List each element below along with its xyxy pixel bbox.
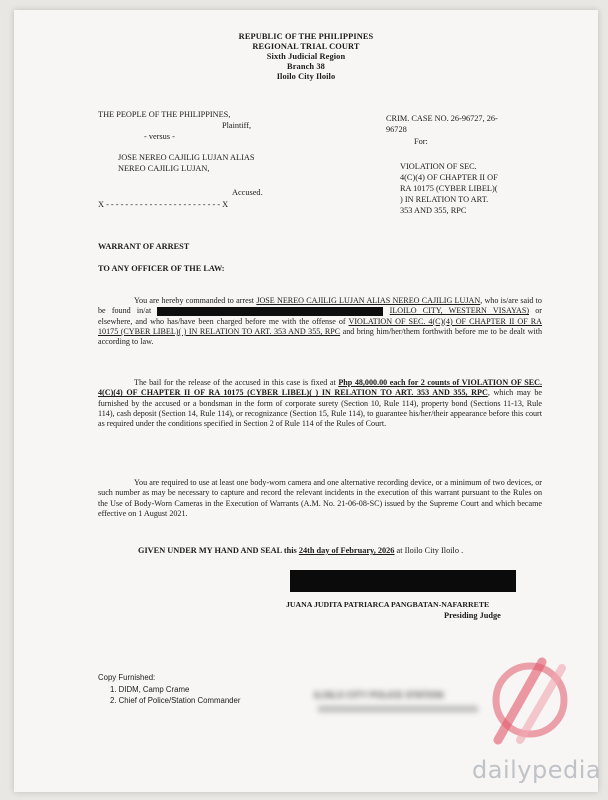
bail-text-2: , which may be furnished by the accused or a bondsman in the form of corporate surety (Section 10, Rule 114), property bond (Sections 11-13, Rule 114), cash deposit (Section 14, Rule 114), or recognizance (Section 15, Rule 114), to guarantee his/her/their appearance before this court as required under the conditions specified in Section 2 of Rule 114 of the Rules of Court. [98,388,542,429]
offense-underlined: VIOLATION OF SEC. 4(C)(4) OF CHAPTER II OF RA 10175 (CYBER LIBEL)( ) IN RELATION TO ART. 353 AND 355, RPC [98,316,543,336]
paragraph-bail [98,378,542,429]
command-text-2: , who is/are said to be found in/at [98,296,542,316]
address-underlined: ILOILO CITY, WESTERN VISAYAS) [389,306,530,316]
given-text-2: at Iloilo City Iloilo . [396,546,464,555]
plaintiff-role: Plaintiff, [222,121,252,130]
copy-furnished-item-1: 1. DIDM, Camp Crame [110,685,190,694]
redacted-signature-block [290,570,516,592]
caption-separator: X - - - - - - - - - - - - - - - - - - - - - - - - X [98,200,229,209]
header-region: Sixth Judicial Region [266,52,346,61]
dailypedia-logo-icon [480,652,570,752]
command-text-4: and bring him/her/them forthwith before me to be dealt with according to law. [98,326,542,347]
violation-line-1: VIOLATION OF SEC. [400,162,477,171]
accused-name-line2: NEREO CAJILIG LUJAN, [118,164,210,173]
paragraph-body-camera: You are required to use at least one body-worn camera and one alternative recording device, or a minimum of two devices, or such number as may be necessary to capture and record the relevant incidents in the execution of this warrant pursuant to the Rules on the Use of Body-Worn Cameras in the Execution of Warrants (A.M. No. 21-06-08-SC) issued by the Supreme Court and which became effective on 1 August 2021. [98,478,542,518]
copy-furnished-item-2: 2. Chief of Police/Station Commander [110,696,241,705]
case-number-line2: 96728 [386,125,407,134]
header-court: REGIONAL TRIAL COURT [252,42,360,51]
bail-text-1: The bail for the release of the accused in this case is fixed at [134,378,336,387]
redacted-address-block [157,307,383,316]
violation-line-5: 353 AND 355, RPC [400,206,467,215]
command-text-1: You are hereby commanded to arrest [134,296,255,305]
blurred-recipient-line [318,706,478,712]
given-under-seal [138,546,463,556]
header-republic: REPUBLIC OF THE PHILIPPINES [238,32,374,41]
header-city: Iloilo City Iloilo [276,72,336,81]
versus-label: - versus - [144,132,175,141]
bail-amount-underlined: Php 48,000.00 each for 2 counts of VIOLATION OF SEC. 4(C)(4) OF CHAPTER II OF RA 10175 (CYBER LIBEL)( ) IN RELATION TO ART. 353 AND 355, RPC [98,378,543,398]
copy-furnished-label: Copy Furnished: [98,673,156,682]
accused-role: Accused. [232,188,263,197]
accused-name-underlined: JOSE NEREO CAJILIG LUJAN ALIAS NEREO CAJILIG LUJAN [256,296,481,305]
command-text-3: or elsewhere, and who has/have been charged before me with the offense of [98,306,542,326]
salutation: TO ANY OFFICER OF THE LAW: [98,264,225,273]
header-branch: Branch 38 [287,62,325,71]
accused-name-line1: JOSE NEREO CAJILIG LUJAN ALIAS [118,153,255,162]
violation-line-3: RA 10175 (CYBER LIBEL)( [400,184,498,193]
watermark-logo [480,652,570,752]
given-date-underlined: 24th day of February, 2026 [298,546,395,555]
for-label: For: [414,137,428,146]
judge-name: JUANA JUDITA PATRIARCA PANGBATAN-NAFARRETE [286,600,490,609]
document-title: WARRANT OF ARREST [98,242,190,251]
violation-line-2: 4(C)(4) OF CHAPTER II OF [400,173,498,182]
blurred-recipient-text: ILOILO CITY POLICE STATION [314,690,444,700]
given-text-1: GIVEN UNDER MY HAND AND SEAL this [138,546,297,555]
watermark-text: dailypedia [472,756,602,784]
judge-title: Presiding Judge [444,611,501,620]
paragraph-command [98,296,542,347]
violation-line-4: ) IN RELATION TO ART. [400,195,489,204]
plaintiff-name: THE PEOPLE OF THE PHILIPPINES, [98,110,231,119]
case-number-line1: CRIM. CASE NO. 26-96727, 26- [386,114,498,123]
